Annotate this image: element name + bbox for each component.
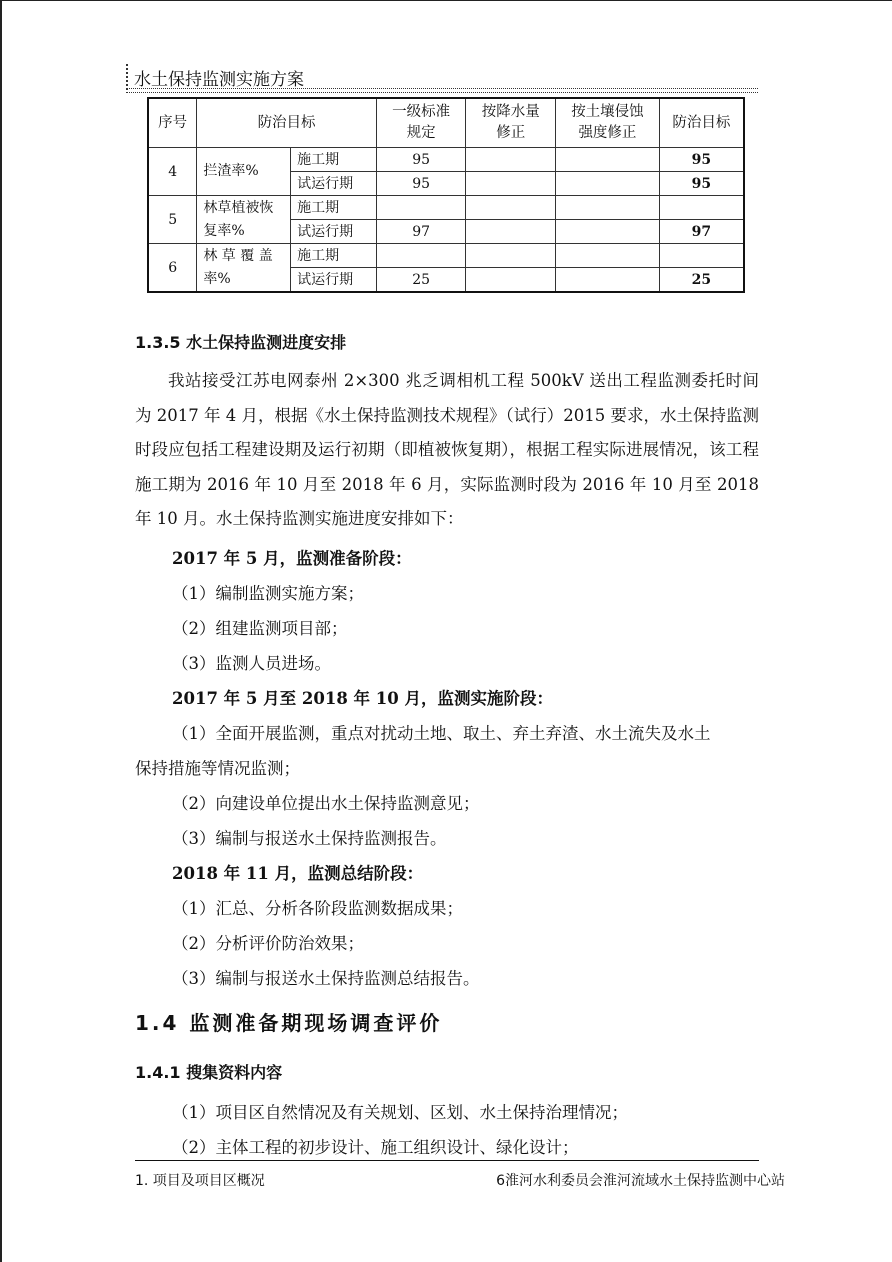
header-cell [556,98,660,148]
list-item: （2）向建设单位提出水土保持监测意见； [172,794,480,813]
prevention-target-table [147,97,745,293]
rain-cell [466,220,556,244]
phase-cell: 施工期 [291,148,377,172]
header-cell-text: 按土壤侵蚀 强度修正 [571,104,644,141]
list-item: （3）编制与报送水土保持监测报告。 [172,829,447,848]
standard-cell [376,244,466,268]
row-number: 4 [148,148,197,196]
header-cell: 防治目标 [197,98,376,148]
list-item: （1）全面开展监测，重点对扰动土地、取土、弃土弃渣、水土流失及水土 [172,724,711,743]
phase-cell: 试运行期 [291,172,377,196]
erosion-cell [556,268,660,293]
section-heading-1-3-5: 1.3.5 水土保持监测进度安排 [135,333,347,352]
standard-cell: 97 [376,220,466,244]
header-cell: 序号 [148,98,197,148]
indicator-name-line: 率% [203,270,231,287]
header-cell: 防治目标 [659,98,744,148]
list-item: （3）监测人员进场。 [172,654,331,673]
header-cell-text: 一级标准 规定 [392,104,451,141]
page-edge-left [0,0,2,1262]
stage-2-heading: 2017 年 5 月至 2018 年 10 月，监测实施阶段： [172,689,553,708]
target-cell: 97 [659,220,744,244]
section-heading-1-4: 1.4 监测准备期现场调查评价 [135,1011,443,1035]
list-item: （1）编制监测实施方案； [172,584,364,603]
header-rule [126,88,758,89]
footer-page-org: 6淮河水利委员会淮河流域水土保持监测中心站 [496,1173,785,1189]
phase-cell: 施工期 [291,196,377,220]
rain-cell [466,148,556,172]
standard-cell: 25 [376,268,466,293]
list-item: （2）组建监测项目部； [172,619,348,638]
standard-cell: 95 [376,148,466,172]
erosion-cell [556,148,660,172]
phase-cell: 施工期 [291,244,377,268]
header-cell [466,98,556,148]
indicator-name-line: 复率% [203,222,245,239]
header-title: 水土保持监测实施方案 [134,70,304,90]
running-header [126,62,758,94]
table-row [148,244,744,268]
indicator-name [197,196,291,244]
rain-cell [466,268,556,293]
list-item: （2）主体工程的初步设计、施工组织设计、绿化设计； [172,1138,579,1157]
list-item: （1）汇总、分析各阶段监测数据成果； [172,899,463,918]
row-number: 6 [148,244,197,293]
list-item-continuation: 保持措施等情况监测； [135,759,300,778]
table-row [148,196,744,220]
target-cell: 25 [659,268,744,293]
page-edge-top [0,0,892,1]
list-item: （3）编制与报送水土保持监测总结报告。 [172,969,480,988]
table-header-row [148,98,744,148]
target-cell [659,244,744,268]
target-cell: 95 [659,148,744,172]
footer-chapter: 1. 项目及项目区概况 [135,1173,265,1189]
standard-cell: 95 [376,172,466,196]
erosion-cell [556,196,660,220]
indicator-name [197,244,291,293]
header-cell-text: 按降水量 修正 [481,104,540,141]
target-cell: 95 [659,172,744,196]
list-item: （2）分析评价防治效果； [172,934,364,953]
header-rule-2 [126,92,758,93]
footer-rule [135,1160,759,1161]
rain-cell [466,172,556,196]
phase-cell: 试运行期 [291,220,377,244]
stage-3-heading: 2018 年 11 月，监测总结阶段： [172,864,424,883]
rain-cell [466,196,556,220]
erosion-cell [556,220,660,244]
header-marker [126,64,128,90]
section-heading-1-4-1: 1.4.1 搜集资料内容 [135,1063,283,1082]
indicator-name-line: 林 草 覆 盖 [203,247,273,264]
indicator-name-line: 林草植被恢 [203,199,274,216]
indicator-name: 拦渣率% [197,148,291,196]
standard-cell [376,196,466,220]
header-cell [376,98,466,148]
stage-1-heading: 2017 年 5 月，监测准备阶段： [172,549,412,568]
row-number: 5 [148,196,197,244]
phase-cell: 试运行期 [291,268,377,293]
rain-cell [466,244,556,268]
table-row [148,148,744,172]
list-item: （1）项目区自然情况及有关规划、区划、水土保持治理情况； [172,1103,628,1122]
erosion-cell [556,172,660,196]
erosion-cell [556,244,660,268]
intro-paragraph: 我站接受江苏电网泰州 2×300 兆乏调相机工程 500kV 送出工程监测委托时间为 2017 年 4 月，根据《水土保持监测技术规程》（试行）2015 要求，水土保持监测时段应包括工程建设期及运行初期（即植被恢复期），根据工程实际进展情况，该工程施工期为 2016 年 10 月至 2018 年 6 月，实际监测时段为 2016 年 10 月至 2018 年 10 月。水土保持监测实施进度安排如下： [135,371,759,528]
target-cell [659,196,744,220]
